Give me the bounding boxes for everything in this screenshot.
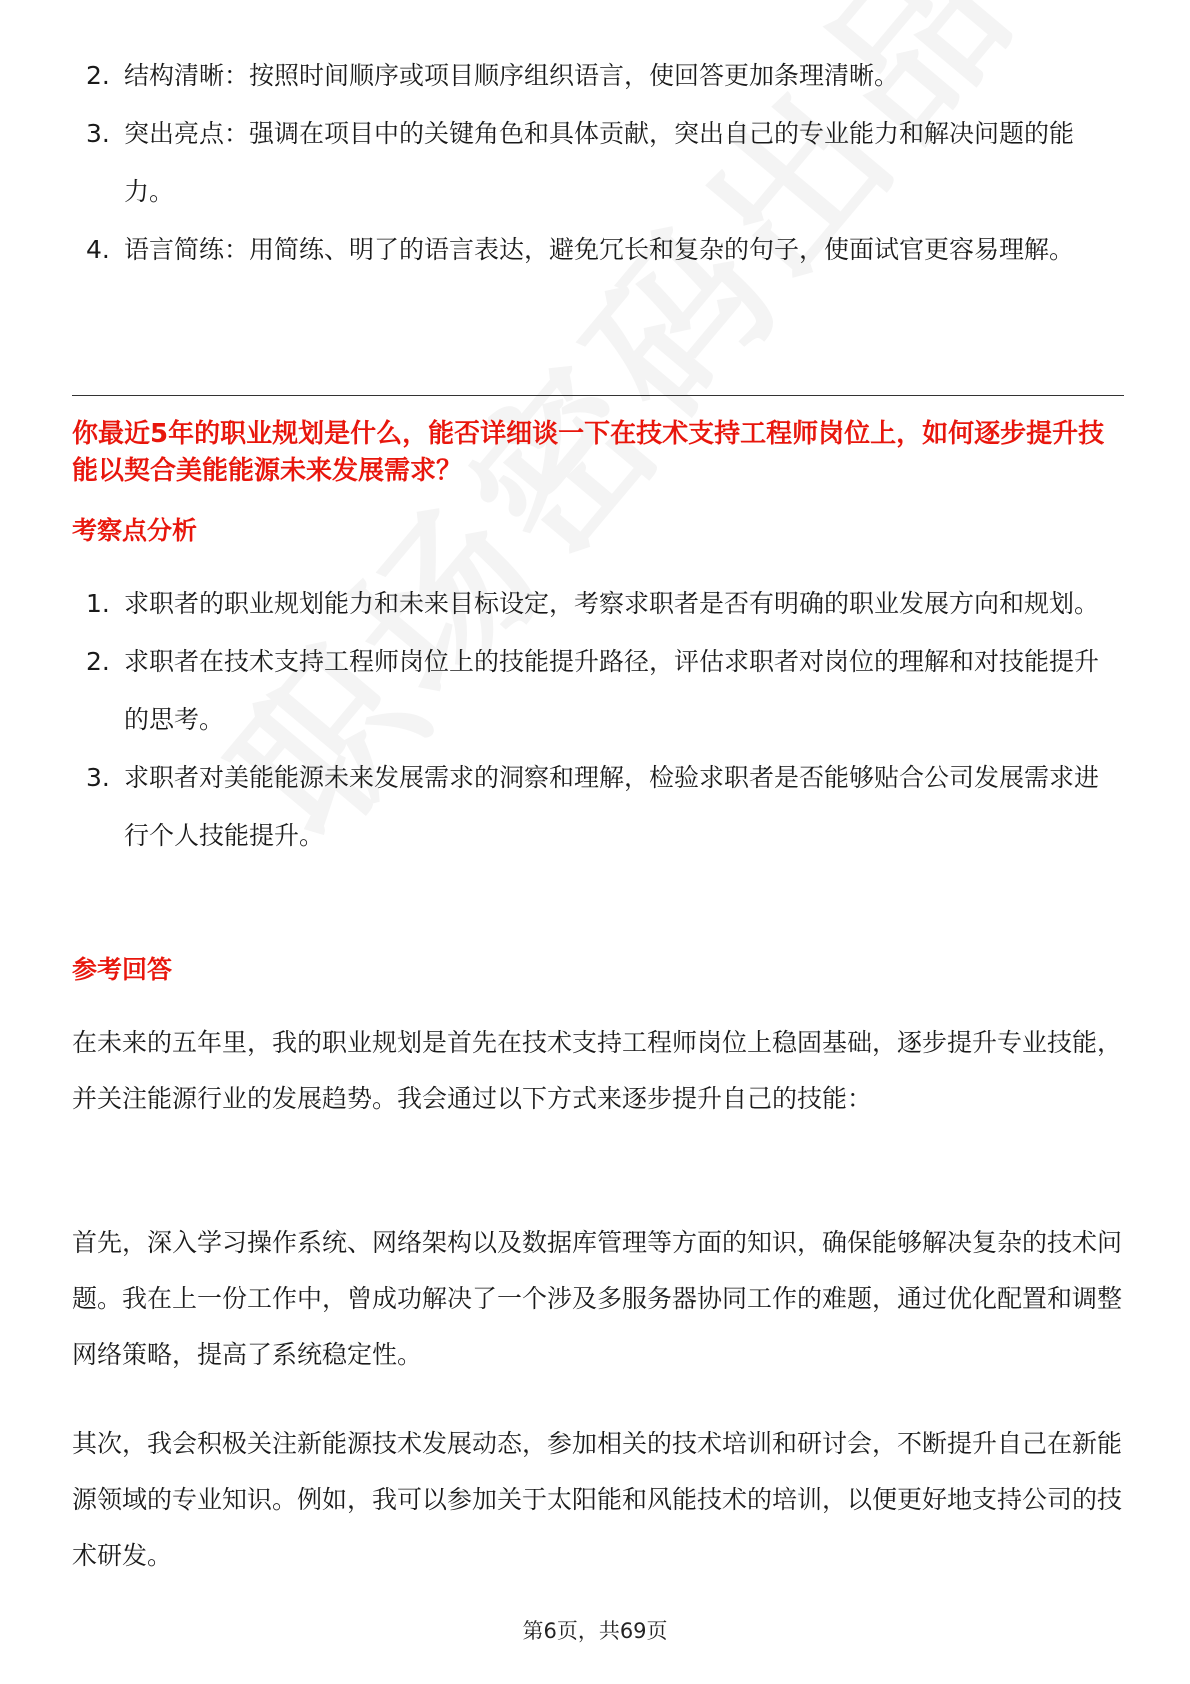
analysis-heading: 考察点分析 [72, 516, 198, 545]
list-number: 2. [86, 61, 110, 90]
list-item [72, 47, 1122, 105]
list-item [72, 575, 1122, 633]
list-text: 求职者在技术支持工程师岗位上的技能提升路径，评估求职者对岗位的理解和对技能提升的思考。 [124, 647, 1100, 734]
list-number: 3. [86, 119, 110, 148]
list-item [72, 749, 1122, 865]
list-number: 3. [86, 763, 110, 792]
list-text: 突出亮点：强调在项目中的关键角色和具体贡献，突出自己的专业能力和解决问题的能力。 [124, 119, 1075, 206]
analysis-list [72, 575, 1122, 865]
page-footer: 第6页，共69页 [522, 1619, 668, 1643]
list-text: 求职者的职业规划能力和未来目标设定，考察求职者是否有明确的职业发展方向和规划。 [124, 589, 1100, 618]
list-number: 2. [86, 647, 110, 676]
list-text: 结构清晰：按照时间顺序或项目顺序组织语言，使回答更加条理清晰。 [124, 61, 900, 90]
list-item [72, 105, 1122, 221]
answer-heading: 参考回答 [72, 955, 173, 984]
answer-paragraph: 其次，我会积极关注新能源技术发展动态，参加相关的技术培训和研讨会，不断提升自己在新能源领域的专业知识。例如，我可以参加关于太阳能和风能技术的培训，以便更好地支持公司的技术研发。 [72, 1429, 1123, 1570]
top-list [72, 47, 1122, 279]
question-heading: 你最近5年的职业规划是什么，能否详细谈一下在技术支持工程师岗位上，如何逐步提升技能以契合美能能源未来发展需求？ [72, 419, 1105, 486]
divider [72, 395, 1124, 396]
list-text: 语言简练：用简练、明了的语言表达，避免冗长和复杂的句子，使面试官更容易理解。 [124, 235, 1075, 264]
answer-paragraph: 首先，深入学习操作系统、网络架构以及数据库管理等方面的知识，确保能够解决复杂的技术问题。我在上一份工作中，曾成功解决了一个涉及多服务器协同工作的难题，通过优化配置和调整网络策略，提高了系统稳定性。 [72, 1228, 1123, 1369]
list-number: 1. [86, 589, 110, 618]
list-item [72, 633, 1122, 749]
answer-paragraph: 在未来的五年里，我的职业规划是首先在技术支持工程师岗位上稳固基础，逐步提升专业技能，并关注能源行业的发展趋势。我会通过以下方式来逐步提升自己的技能： [72, 1028, 1123, 1113]
list-text: 求职者对美能能源未来发展需求的洞察和理解，检验求职者是否能够贴合公司发展需求进行个人技能提升。 [124, 763, 1100, 850]
list-number: 4. [86, 235, 110, 264]
list-item [72, 221, 1122, 279]
